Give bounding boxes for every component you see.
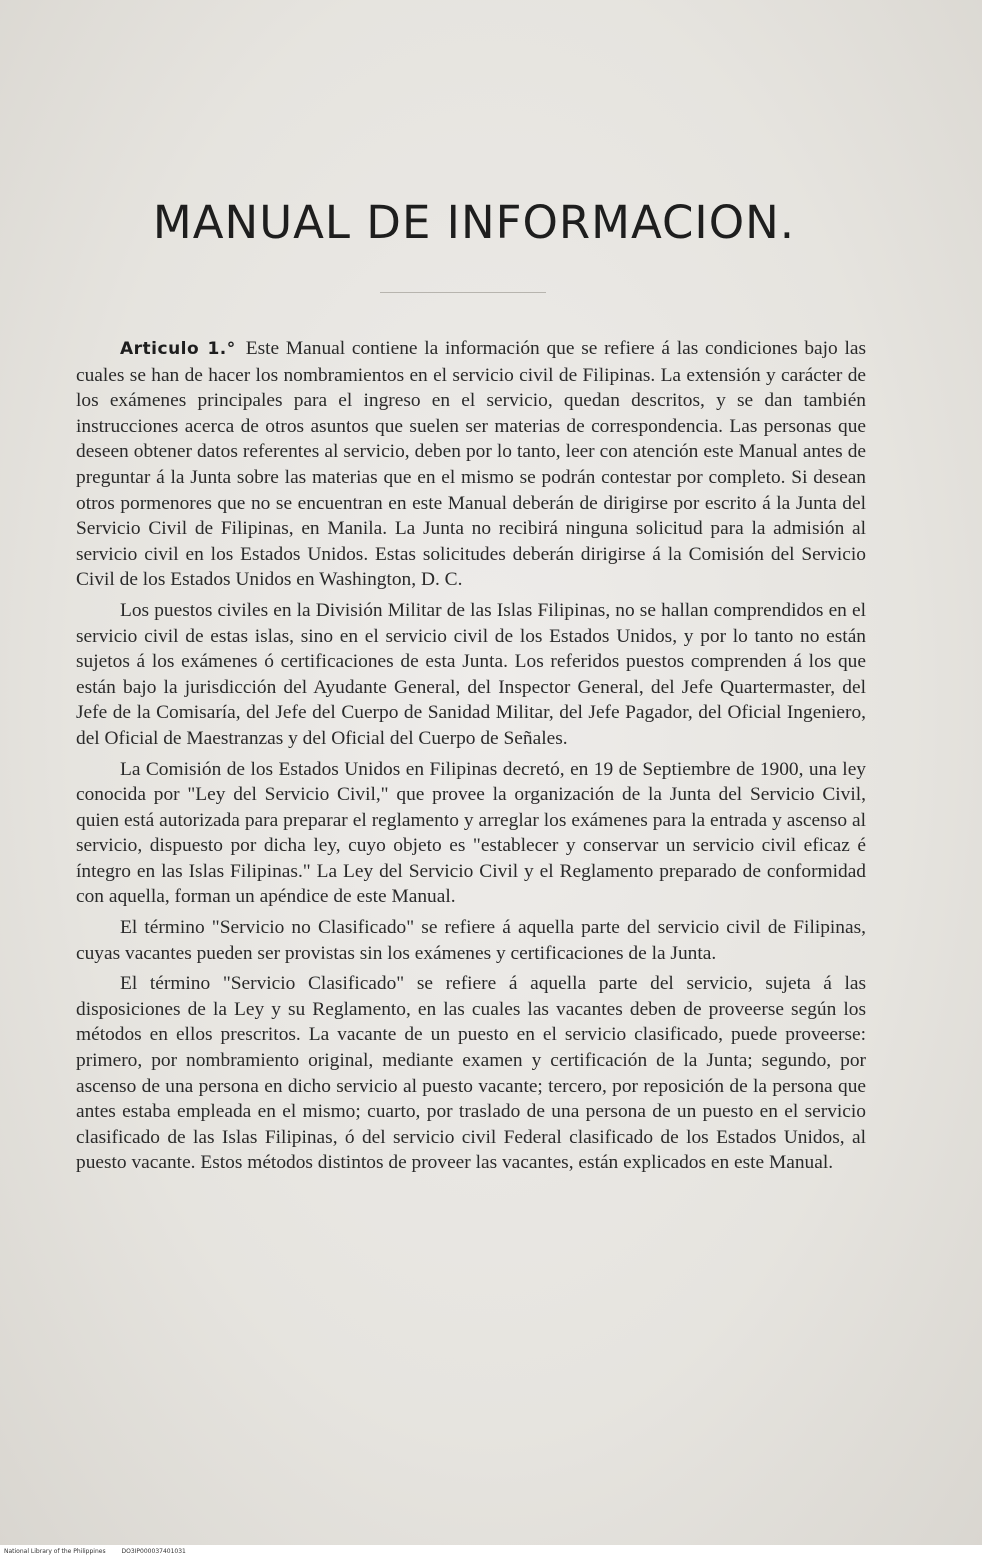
paragraph-1-text: Este Manual contiene la información que se refiere á las condiciones bajo las cuales se han de hacer los nombramientos en el servicio civil de Filipinas. La extensión y carácter de los exámenes principales para el ingreso en el servicio, quedan descritos, y se dan también instrucciones acerca de otros asuntos que suelen ser materias de correspondencia. Las personas que deseen obtener datos referentes al servicio, deben por lo tanto, leer con atención este Manual antes de preguntar á la Junta sobre las materias que en el mismo se podrán contestar por completo. Si desean otros pormenores que no se encuentran en este Manual deberán de dirigirse por escrito á la Junta del Servicio Civil de Filipinas, en Manila. La Junta no recibirá ninguna solicitud para la admisión al servicio civil en los Estados Unidos. Estas solicitudes deberán dirigirse á la Comisión del Servicio Civil de los Estados Unidos en Washington, D. C. (76, 338, 866, 591)
paragraph-3: La Comisión de los Estados Unidos en Filipinas decretó, en 19 de Septiembre de 1900, una ley conocida por "Ley del Servicio Civil," que provee la organización de la Junta del Servicio Civil, quien está autorizada para preparar el reglamento y arreglar los exámenes para la entrada y ascenso al servicio, dispuesto por dicha ley, cuyo objeto es "establecer y conservar un servicio civil eficaz é íntegro en las Islas Filipinas." La Ley del Servicio Civil y el Reglamento preparado de conformidad con aquella, forman un apéndice de este Manual. (76, 758, 866, 908)
title-divider (380, 292, 546, 293)
scan-footer (0, 1545, 982, 1559)
paragraph-4: El término "Servicio no Clasificado" se refiere á aquella parte del servicio civil de Filipinas, cuyas vacantes pueden ser provistas sin los exámenes y certificaciones de la Junta. (76, 917, 866, 964)
footer-library: National Library of the Philippines (4, 1548, 106, 1555)
document-title: MANUAL DE INFORMACION. (152, 196, 796, 249)
paragraph-1 (76, 336, 866, 593)
footer-identifier: DO3IP000037401031 (121, 1548, 186, 1555)
article-label: Articulo 1.° (120, 339, 236, 359)
document-body (76, 336, 866, 1181)
paragraph-2: Los puestos civiles en la División Militar de las Islas Filipinas, no se hallan comprendidos en el servicio civil de estas islas, sino en el servicio civil de los Estados Unidos, y por lo tanto no están sujetos á los exámenes ó certificaciones de esta Junta. Los referidos puestos comprenden á los que están bajo la jurisdicción del Ayudante General, del Inspector General, del Jefe Quartermaster, del Jefe de la Comisaría, del Jefe del Cuerpo de Sanidad Militar, del Jefe Pagador, del Oficial Ingeniero, del Oficial de Maestranzas y del Oficial del Cuerpo de Señales. (76, 599, 866, 749)
paragraph-5: El término "Servicio Clasificado" se refiere á aquella parte del servicio, sujeta á las disposiciones de la Ley y su Reglamento, en las cuales las vacantes deben de proveerse según los métodos en ellos prescritos. La vacante de un puesto en el servicio clasificado, puede proveerse: primero, por nombramiento original, mediante examen y certificación de la Junta; segundo, por ascenso de una persona en dicho servicio al puesto vacante; tercero, por reposición de la persona que antes estaba empleada en el mismo; cuarto, por traslado de una persona de un puesto en el servicio clasificado de las Islas Filipinas, ó del servicio civil Federal clasificado de los Estados Unidos, al puesto vacante. Estos métodos distintos de proveer las vacantes, están explicados en este Manual. (76, 973, 866, 1174)
